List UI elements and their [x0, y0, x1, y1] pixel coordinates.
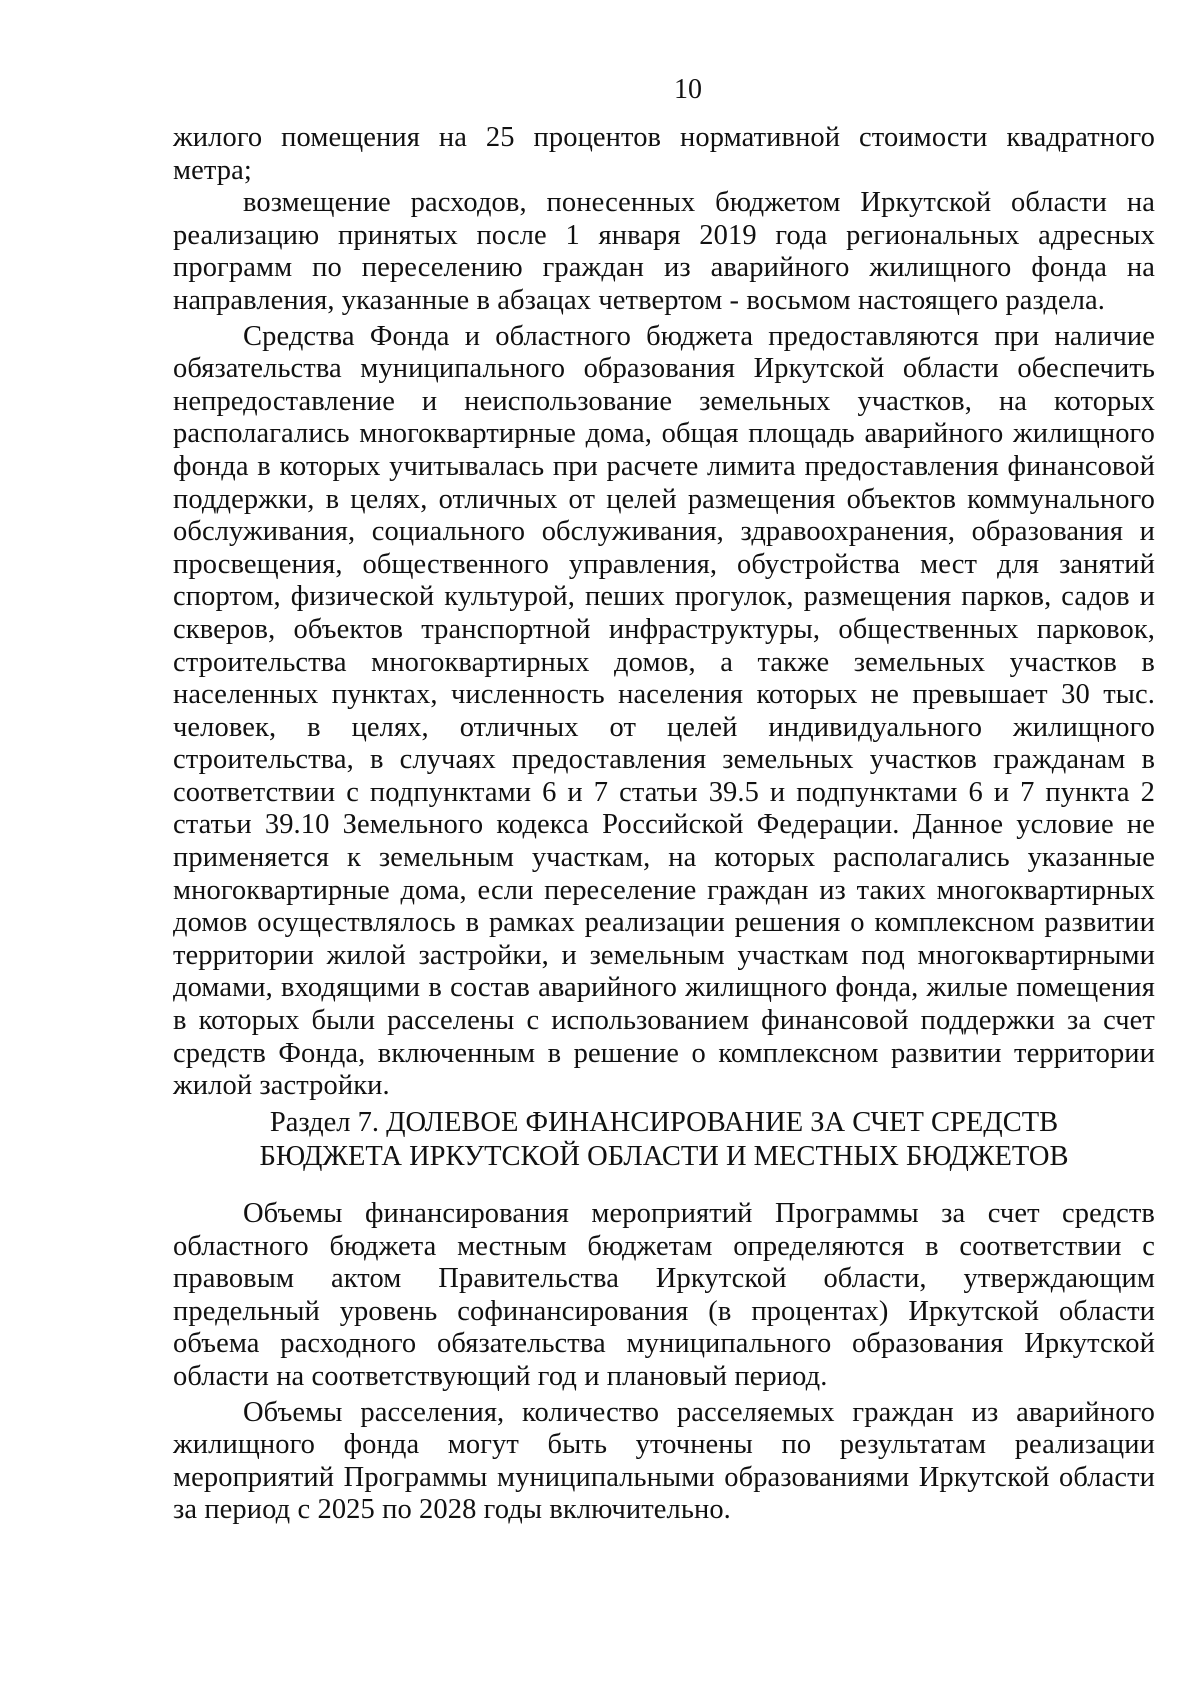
text-block-section7: [173, 1198, 1155, 1527]
section-heading-line-1: Раздел 7. ДОЛЕВОЕ ФИНАНСИРОВАНИЕ ЗА СЧЕТ СРЕДСТВ: [269, 1107, 1059, 1138]
paragraph-financing-volumes: Объемы финансирования мероприятий Программы за счет средств областного бюджета местным бюджетам определяются в соответствии с правовым актом Правительства Иркутской области, утверждающим предельный уровень софинансирования (в процентах) Иркутской области объема расходного обязательства муниципального образования Иркутской области на соответствующий год и плановый период.: [173, 1198, 1155, 1392]
section-heading-line-2: БЮДЖЕТА ИРКУТСКОЙ ОБЛАСТИ И МЕСТНЫХ БЮДЖЕТОВ: [259, 1141, 1069, 1172]
paragraph-continuation: жилого помещения на 25 процентов нормативной стоимости квадратного метра;: [173, 122, 1155, 186]
page-number: 10: [674, 74, 702, 105]
paragraph-fund-conditions: Средства Фонда и областного бюджета предоставляются при наличие обязательства муниципального образования Иркутской области обеспечить непредоставление и неиспользование земельных участков, на которых располагались многоквартирные дома, общая площадь аварийного жилищного фонда в которых учитывалась при расчете лимита предоставления финансовой поддержки, в целях, отличных от целей размещения объектов коммунального обслуживания, социального обслуживания, здравоохранения, образования и просвещения, общественного управления, обустройства мест для занятий спортом, физической культурой, пеших прогулок, размещения парков, садов и скверов, объектов транспортной инфраструктуры, общественных парковок, строительства многоквартирных домов, а также земельных участков в населенных пунктах, численность населения которых не превышает 30 тыс. человек, в целях, отличных от целей индивидуального жилищного строительства, в случаях предоставления земельных участков гражданам в соответствии с подпунктами 6 и 7 статьи 39.5 и подпунктами 6 и 7 пункта 2 статьи 39.10 Земельного кодекса Российской Федерации. Данное условие не применяется к земельным участкам, на которых располагались указанные многоквартирные дома, если переселение граждан из таких многоквартирных домов осуществлялось в рамках реализации решения о комплексном развитии территории жилой застройки, и земельным участкам под многоквартирными домами, входящими в состав аварийного жилищного фонда, жилые помещения в которых были расселены с использованием финансовой поддержки за счет средств Фонда, включенным в решение о комплексном развитии территории жилой застройки.: [173, 320, 1155, 1102]
text-block-section6-end: [173, 122, 1155, 1103]
paragraph-resettlement-volumes: Объемы расселения, количество расселяемых граждан из аварийного жилищного фонда могут быть уточнены по результатам реализации мероприятий Программы муниципальными образованиями Иркутской области за период с 2025 по 2028 годы включительно.: [173, 1396, 1155, 1526]
section-heading: [173, 1106, 1155, 1174]
paragraph-reimbursement: возмещение расходов, понесенных бюджетом Иркутской области на реализацию принятых после 1 января 2019 года региональных адресных программ по переселению граждан из аварийного жилищного фонда на направления, указанные в абзацах четвертом - восьмом настоящего раздела.: [173, 187, 1155, 316]
